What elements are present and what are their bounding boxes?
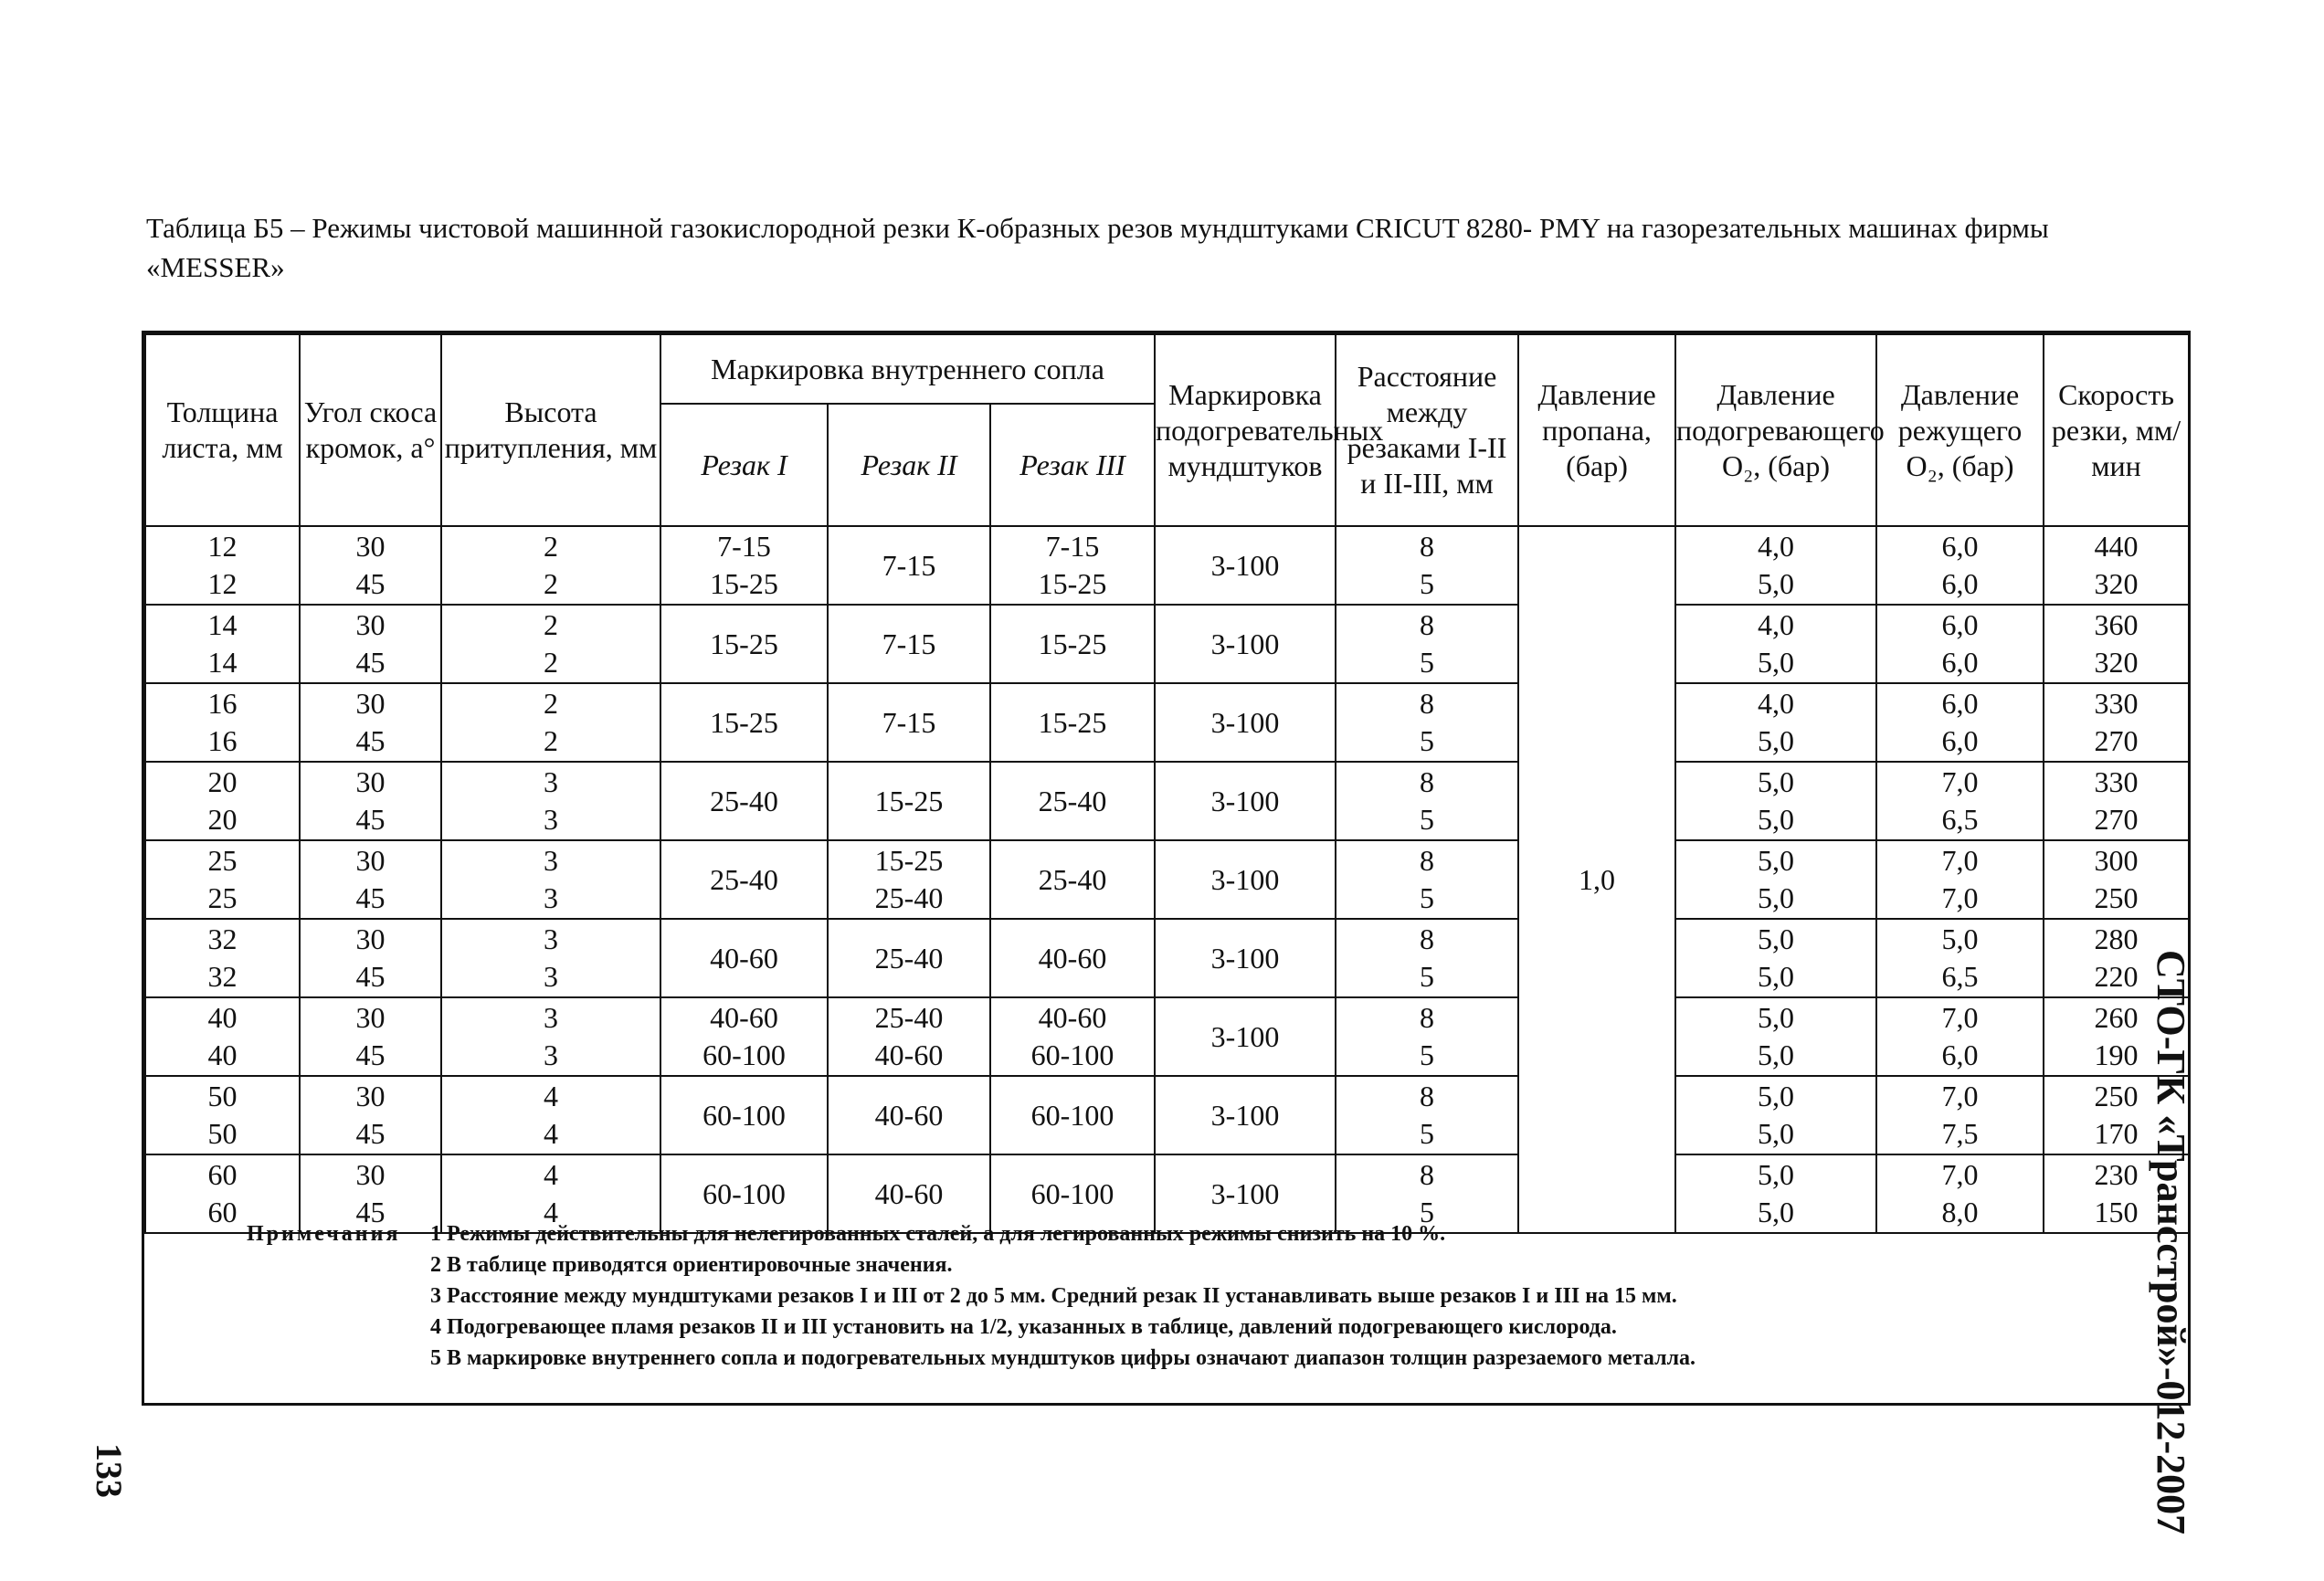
cell-value: 360 — [2094, 608, 2139, 641]
cell-value: 25 — [207, 844, 238, 877]
cell-preheat: 3-100 — [1155, 840, 1336, 919]
header-blunt-height: Высота притупления, мм — [441, 334, 660, 526]
cell-dist — [1336, 683, 1518, 762]
cell-dist — [1336, 840, 1518, 919]
cell-dist — [1336, 1076, 1518, 1154]
cell-value: 5,0 — [1758, 803, 1794, 836]
cell-angle — [300, 762, 441, 840]
cell-value: 190 — [2094, 1038, 2139, 1071]
document-code: СТО-ГК «Трансстрой»-012-2007 — [2149, 950, 2193, 1535]
cell-value: 7,0 — [1941, 844, 1979, 877]
cell-value: 2 — [544, 724, 558, 757]
cell-value: 3 — [544, 1001, 558, 1034]
cell-value: 7,0 — [1941, 765, 1979, 798]
cell-c2 — [828, 840, 990, 919]
header-cutting-speed: Скорость резки, мм/мин — [2044, 334, 2189, 526]
cell-c1 — [660, 840, 828, 919]
cell-value: 2 — [544, 646, 558, 679]
cell-value: 300 — [2094, 844, 2139, 877]
cell-value: 5 — [1420, 803, 1434, 836]
cell-value: 7,0 — [1941, 1080, 1979, 1112]
cell-co2 — [1876, 526, 2044, 605]
cell-value: 5,0 — [1758, 646, 1794, 679]
cell-value: 32 — [207, 922, 238, 955]
cell-value: 4 — [544, 1196, 558, 1228]
cell-thickness — [145, 762, 300, 840]
cell-value: 8,0 — [1941, 1196, 1979, 1228]
table-row — [145, 1076, 2189, 1154]
cell-value: 5 — [1420, 960, 1434, 993]
cell-co2 — [1876, 1076, 2044, 1154]
cell-po2 — [1675, 919, 1876, 997]
cell-value: 60-100 — [1030, 1176, 1114, 1210]
cell-co2 — [1876, 683, 2044, 762]
cell-value: 7-15 — [882, 548, 936, 582]
cell-angle — [300, 605, 441, 683]
cell-c3 — [990, 997, 1155, 1076]
cell-value: 280 — [2094, 922, 2139, 955]
cell-value: 440 — [2094, 530, 2139, 563]
cell-value: 5,0 — [1758, 724, 1794, 757]
cell-blunt — [441, 919, 660, 997]
cell-value: 150 — [2094, 1196, 2139, 1228]
cell-thickness — [145, 919, 300, 997]
cell-dist — [1336, 919, 1518, 997]
cell-value: 20 — [207, 765, 238, 798]
cell-value: 45 — [355, 1196, 386, 1228]
cell-thickness — [145, 1076, 300, 1154]
note-line: 2 В таблице приводятся ориентировочные значения. — [430, 1253, 953, 1277]
cell-blunt — [441, 997, 660, 1076]
cell-value: 32 — [207, 960, 238, 993]
cell-c3 — [990, 762, 1155, 840]
cell-preheat: 3-100 — [1155, 762, 1336, 840]
cell-value: 30 — [355, 1158, 386, 1191]
cell-value: 6,0 — [1941, 687, 1979, 720]
cell-value: 5 — [1420, 724, 1434, 757]
cell-value: 45 — [355, 1038, 386, 1071]
cell-value: 25-40 — [1038, 784, 1107, 817]
cell-value: 7-15 — [1045, 530, 1100, 563]
cell-preheat: 3-100 — [1155, 1076, 1336, 1154]
table-row — [145, 605, 2189, 683]
cell-value: 7-15 — [882, 627, 936, 660]
cell-value: 30 — [355, 608, 386, 641]
cell-value: 30 — [355, 1001, 386, 1034]
table-row — [145, 997, 2189, 1076]
cell-value: 5,0 — [1758, 1038, 1794, 1071]
cell-value: 45 — [355, 1117, 386, 1150]
cell-value: 40-60 — [874, 1038, 944, 1071]
cell-value: 15-25 — [710, 705, 778, 739]
cell-preheat: 3-100 — [1155, 997, 1336, 1076]
cell-c1 — [660, 997, 828, 1076]
cell-value: 45 — [355, 960, 386, 993]
cell-value: 45 — [355, 567, 386, 600]
cell-value: 4,0 — [1758, 687, 1794, 720]
cell-value: 8 — [1420, 687, 1434, 720]
cell-value: 3 — [544, 922, 558, 955]
cell-value: 3 — [544, 1038, 558, 1071]
cell-value: 270 — [2094, 803, 2139, 836]
cell-value: 15-25 — [1038, 567, 1107, 600]
table-row — [145, 526, 2189, 605]
cell-speed — [2044, 683, 2189, 762]
cell-c1 — [660, 605, 828, 683]
cell-blunt — [441, 1076, 660, 1154]
cell-c1 — [660, 526, 828, 605]
cell-value: 5,0 — [1941, 922, 1979, 955]
cell-angle — [300, 526, 441, 605]
cell-value: 40-60 — [1038, 1001, 1107, 1034]
cell-value: 4,0 — [1758, 530, 1794, 563]
cell-value: 30 — [355, 530, 386, 563]
note-line: 4 Подогревающее пламя резаков II и III установить на 1/2, указанных в таблице, давлений подогревающего кислорода. — [430, 1315, 1617, 1339]
cell-value: 4,0 — [1758, 608, 1794, 641]
cell-angle — [300, 683, 441, 762]
cell-co2 — [1876, 605, 2044, 683]
cell-c1 — [660, 762, 828, 840]
cell-angle — [300, 997, 441, 1076]
data-table-frame — [142, 331, 2191, 1406]
cell-value: 60 — [207, 1196, 238, 1228]
cell-value: 5,0 — [1758, 922, 1794, 955]
cell-angle — [300, 1076, 441, 1154]
cell-value: 15-25 — [710, 567, 778, 600]
cell-value: 7-15 — [717, 530, 771, 563]
cell-c2 — [828, 683, 990, 762]
note-line: 5 В маркировке внутреннего сопла и подогревательных мундштуков цифры означают диапазон толщин разрезаемого металла. — [430, 1346, 1696, 1370]
cell-value: 50 — [207, 1080, 238, 1112]
cell-preheat: 3-100 — [1155, 1154, 1336, 1233]
cell-value: 320 — [2094, 646, 2139, 679]
cell-value: 4 — [544, 1117, 558, 1150]
cell-value: 40-60 — [874, 1098, 944, 1132]
table-body — [145, 526, 2189, 1233]
cell-value: 8 — [1420, 608, 1434, 641]
cell-angle — [300, 840, 441, 919]
cell-value: 2 — [544, 567, 558, 600]
cell-value: 7,5 — [1941, 1117, 1979, 1150]
cell-value: 60-100 — [702, 1038, 786, 1071]
cell-value: 5 — [1420, 1117, 1434, 1150]
cell-value: 60-100 — [1030, 1038, 1114, 1071]
cell-value: 6,5 — [1941, 960, 1979, 993]
cell-value: 5,0 — [1758, 960, 1794, 993]
cell-blunt — [441, 840, 660, 919]
cell-c2 — [828, 919, 990, 997]
cell-value: 40-60 — [874, 1176, 944, 1210]
cell-value: 260 — [2094, 1001, 2139, 1034]
cell-c1 — [660, 919, 828, 997]
cell-value: 7,0 — [1941, 1001, 1979, 1034]
cell-dist — [1336, 762, 1518, 840]
cell-value: 8 — [1420, 844, 1434, 877]
note-line: 1 Режимы действительны для нелегированных сталей, а для легированных режимы снизить на 10 %. — [430, 1222, 1446, 1246]
cell-value: 15-25 — [710, 627, 778, 660]
cell-value: 25-40 — [1038, 862, 1107, 896]
cell-value: 30 — [355, 922, 386, 955]
cell-value: 2 — [544, 687, 558, 720]
cell-dist — [1336, 997, 1518, 1076]
cell-po2 — [1675, 762, 1876, 840]
cell-c2 — [828, 997, 990, 1076]
cell-preheat: 3-100 — [1155, 683, 1336, 762]
cell-value: 330 — [2094, 765, 2139, 798]
cell-value: 5 — [1420, 646, 1434, 679]
cell-value: 45 — [355, 646, 386, 679]
cell-value: 270 — [2094, 724, 2139, 757]
cell-value: 5 — [1420, 1196, 1434, 1228]
cell-value: 40 — [207, 1038, 238, 1071]
cell-propane-pressure: 1,0 — [1518, 526, 1675, 1233]
cell-value: 250 — [2094, 881, 2139, 914]
cell-value: 6,0 — [1941, 724, 1979, 757]
table-row — [145, 683, 2189, 762]
cell-value: 5,0 — [1758, 1117, 1794, 1150]
cell-thickness — [145, 526, 300, 605]
cell-value: 6,0 — [1941, 567, 1979, 600]
cell-co2 — [1876, 762, 2044, 840]
cell-value: 170 — [2094, 1117, 2139, 1150]
cell-value: 5,0 — [1758, 844, 1794, 877]
cell-c3 — [990, 840, 1155, 919]
cell-value: 8 — [1420, 765, 1434, 798]
cell-value: 40-60 — [1038, 941, 1107, 975]
cell-po2 — [1675, 526, 1876, 605]
cell-value: 20 — [207, 803, 238, 836]
cell-value: 8 — [1420, 1080, 1434, 1112]
cell-value: 45 — [355, 724, 386, 757]
cell-value: 5 — [1420, 1038, 1434, 1071]
cell-value: 15-25 — [1038, 705, 1107, 739]
cell-c1 — [660, 1076, 828, 1154]
header-cutter-2: Резак II — [828, 404, 990, 526]
header-inner-nozzle-marking: Маркировка внутреннего сопла — [660, 334, 1155, 404]
cell-value: 6,0 — [1941, 1038, 1979, 1071]
cell-value: 30 — [355, 844, 386, 877]
cell-value: 8 — [1420, 530, 1434, 563]
cell-value: 25 — [207, 881, 238, 914]
cell-value: 30 — [355, 687, 386, 720]
cell-value: 15-25 — [874, 844, 944, 877]
cell-value: 50 — [207, 1117, 238, 1150]
cell-value: 7,0 — [1941, 1158, 1979, 1191]
header-cutter-distance: Расстояние между резаками I-II и II-III, мм — [1336, 334, 1518, 526]
cell-value: 45 — [355, 803, 386, 836]
table-row — [145, 840, 2189, 919]
header-preheat-marking: Маркировка подогревательных мундштуков — [1155, 334, 1336, 526]
header-cutter-1: Резак I — [660, 404, 828, 526]
cell-value: 60-100 — [702, 1098, 786, 1132]
cell-value: 60-100 — [1030, 1098, 1114, 1132]
cell-po2 — [1675, 997, 1876, 1076]
cell-value: 6,0 — [1941, 646, 1979, 679]
cell-dist — [1336, 605, 1518, 683]
cell-value: 30 — [355, 1080, 386, 1112]
cell-c2 — [828, 762, 990, 840]
cell-value: 5,0 — [1758, 881, 1794, 914]
cell-value: 5 — [1420, 881, 1434, 914]
header-thickness: Толщина листа, мм — [145, 334, 300, 526]
cell-c3 — [990, 683, 1155, 762]
cell-preheat: 3-100 — [1155, 605, 1336, 683]
cell-speed — [2044, 762, 2189, 840]
cell-c2 — [828, 526, 990, 605]
cell-value: 8 — [1420, 1158, 1434, 1191]
cell-value: 40-60 — [710, 1001, 778, 1034]
cell-value: 250 — [2094, 1080, 2139, 1112]
cell-co2 — [1876, 840, 2044, 919]
cell-blunt — [441, 683, 660, 762]
cell-c3 — [990, 919, 1155, 997]
cell-value: 14 — [207, 646, 238, 679]
cell-po2 — [1675, 605, 1876, 683]
cell-c2 — [828, 1076, 990, 1154]
cell-value: 12 — [207, 530, 238, 563]
header-cutter-3: Резак III — [990, 404, 1155, 526]
cell-c1 — [660, 683, 828, 762]
cell-value: 8 — [1420, 922, 1434, 955]
header-preheat-o2-pressure: Давление подогревающего O₂, (бар) — [1675, 334, 1876, 526]
cell-value: 230 — [2094, 1158, 2139, 1191]
cell-c3 — [990, 605, 1155, 683]
cell-value: 3 — [544, 803, 558, 836]
cell-preheat: 3-100 — [1155, 919, 1336, 997]
cell-thickness — [145, 840, 300, 919]
cell-co2 — [1876, 997, 2044, 1076]
cell-value: 8 — [1420, 1001, 1434, 1034]
cell-angle — [300, 919, 441, 997]
cell-value: 3 — [544, 765, 558, 798]
page-number: 133 — [89, 1443, 130, 1498]
cell-speed — [2044, 840, 2189, 919]
cell-c3 — [990, 1076, 1155, 1154]
cell-value: 3 — [544, 844, 558, 877]
cell-po2 — [1675, 683, 1876, 762]
cell-value: 25-40 — [874, 881, 944, 914]
cell-value: 6,5 — [1941, 803, 1979, 836]
cell-value: 25-40 — [874, 941, 944, 975]
cell-value: 3 — [544, 960, 558, 993]
cell-value: 40-60 — [710, 941, 778, 975]
cell-value: 12 — [207, 567, 238, 600]
notes-label: Примечания — [247, 1222, 401, 1246]
cell-value: 4 — [544, 1158, 558, 1191]
cell-value: 220 — [2094, 960, 2139, 993]
cell-po2 — [1675, 1076, 1876, 1154]
cell-value: 5,0 — [1758, 1001, 1794, 1034]
header-angle: Угол скоса кромок, а° — [300, 334, 441, 526]
cell-thickness — [145, 683, 300, 762]
cell-speed — [2044, 526, 2189, 605]
cell-c2 — [828, 605, 990, 683]
cell-value: 25-40 — [710, 862, 778, 896]
header-propane-pressure: Давление пропана, (бар) — [1518, 334, 1675, 526]
cell-value: 30 — [355, 765, 386, 798]
cell-blunt — [441, 526, 660, 605]
cell-dist — [1336, 526, 1518, 605]
cell-value: 5,0 — [1758, 1080, 1794, 1112]
cell-value: 40 — [207, 1001, 238, 1034]
cell-value: 6,0 — [1941, 608, 1979, 641]
cell-value: 5,0 — [1758, 1196, 1794, 1228]
cell-po2 — [1675, 840, 1876, 919]
cell-value: 3 — [544, 881, 558, 914]
header-cutting-o2-pressure: Давление режущего O₂, (бар) — [1876, 334, 2044, 526]
cell-preheat: 3-100 — [1155, 526, 1336, 605]
cell-value: 320 — [2094, 567, 2139, 600]
notes-block — [144, 1217, 2188, 1399]
cell-value: 15-25 — [1038, 627, 1107, 660]
cell-value: 5 — [1420, 567, 1434, 600]
cell-value: 5,0 — [1758, 765, 1794, 798]
table-row — [145, 762, 2189, 840]
cell-value: 7-15 — [882, 705, 936, 739]
cell-value: 2 — [544, 530, 558, 563]
cell-co2 — [1876, 919, 2044, 997]
cell-value: 45 — [355, 881, 386, 914]
cell-value: 330 — [2094, 687, 2139, 720]
cell-thickness — [145, 605, 300, 683]
cell-value: 5,0 — [1758, 1158, 1794, 1191]
cell-value: 25-40 — [710, 784, 778, 817]
cell-value: 16 — [207, 724, 238, 757]
cell-value: 4 — [544, 1080, 558, 1112]
cell-thickness — [145, 997, 300, 1076]
cell-value: 60 — [207, 1158, 238, 1191]
cell-value: 6,0 — [1941, 530, 1979, 563]
cell-value: 2 — [544, 608, 558, 641]
note-line: 3 Расстояние между мундштуками резаков I и III от 2 до 5 мм. Средний резак II устанавливать выше резаков I и III на 15 мм. — [430, 1284, 1677, 1308]
cell-speed — [2044, 605, 2189, 683]
cell-value: 15-25 — [874, 784, 944, 817]
cell-blunt — [441, 762, 660, 840]
cell-value: 60-100 — [702, 1176, 786, 1210]
cell-value: 14 — [207, 608, 238, 641]
cell-value: 25-40 — [874, 1001, 944, 1034]
cell-value: 16 — [207, 687, 238, 720]
table-row — [145, 919, 2189, 997]
cell-value: 7,0 — [1941, 881, 1979, 914]
cell-c3 — [990, 526, 1155, 605]
cutting-modes-table — [144, 333, 2190, 1234]
cell-value: 5,0 — [1758, 567, 1794, 600]
cell-blunt — [441, 605, 660, 683]
table-caption: Таблица Б5 – Режимы чистовой машинной газокислородной резки К-образных резов мундштуками CRICUT 8280- PMY на газорезательных машинах фирмы «MESSER» — [146, 212, 2049, 283]
